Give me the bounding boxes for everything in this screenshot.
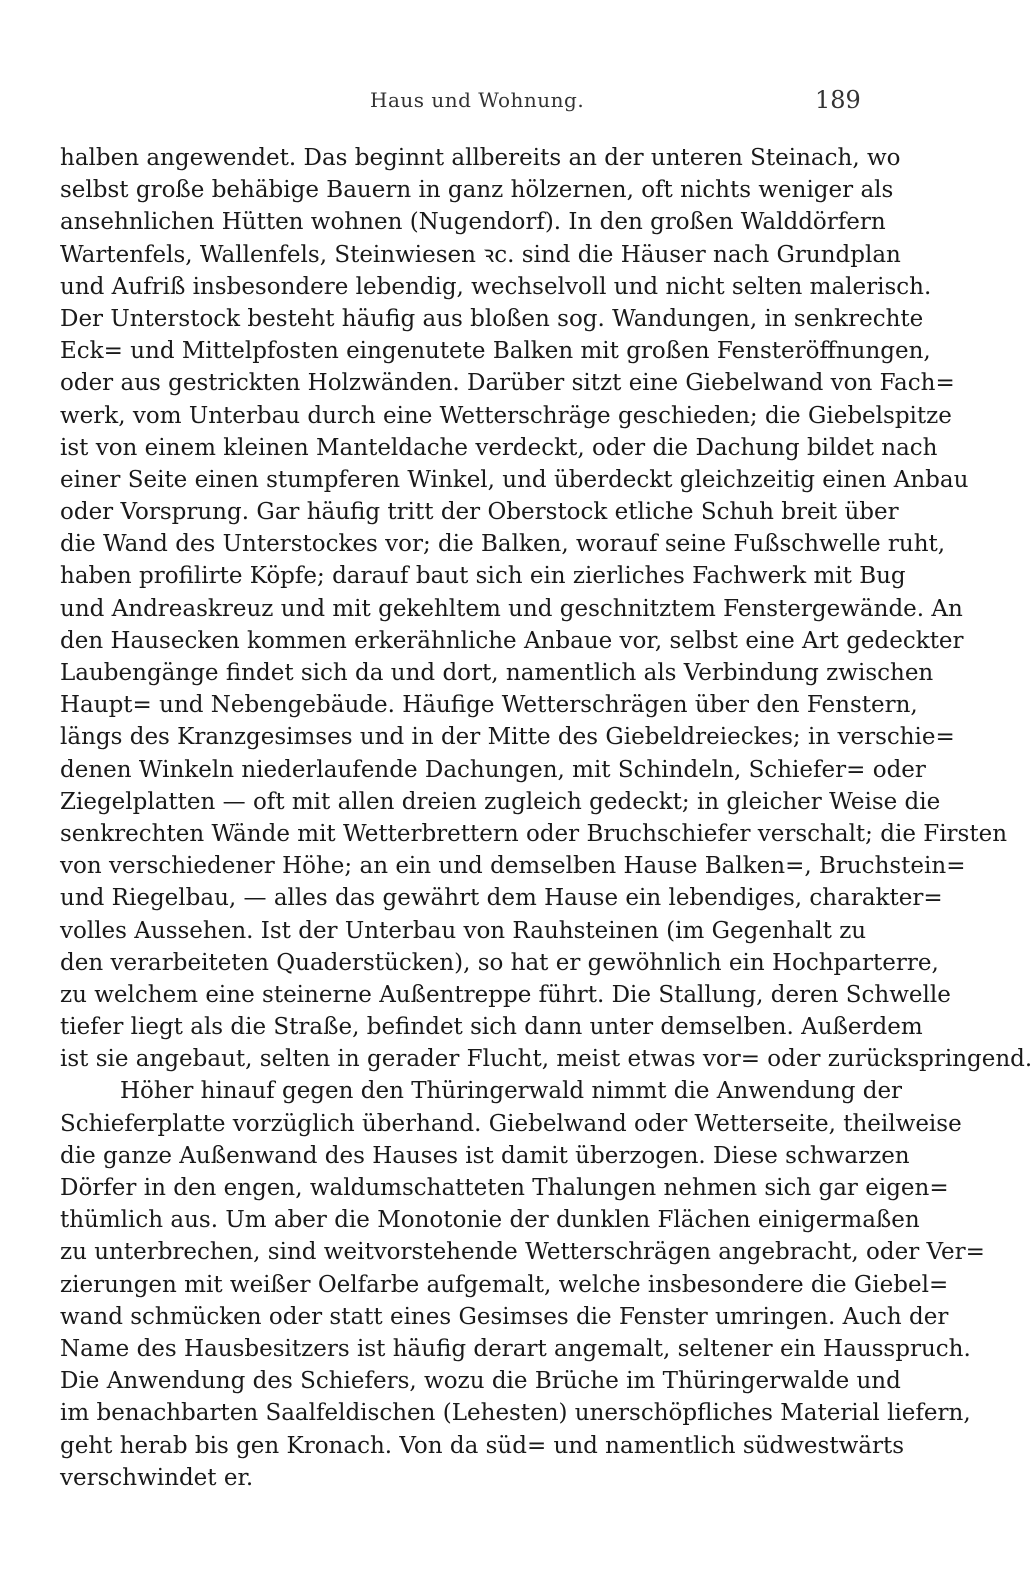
text-line: zu welchem eine steinerne Außentreppe führt. Die Stallung, deren Schwelle (60, 981, 951, 1008)
text-line: Dörfer in den engen, waldumschatteten Thalungen nehmen sich gar eigen= (60, 1175, 949, 1201)
text-line: Der Unterstock besteht häufig aus bloßen sog. Wandungen, in senkrechte (60, 305, 924, 332)
running-head: Haus und Wohnung. (370, 88, 585, 112)
text-line: thümlich aus. Um aber die Monotonie der dunklen Flächen einigermaßen (60, 1207, 920, 1234)
text-line: denen Winkeln niederlaufende Dachungen, mit Schindeln, Schiefer= oder (60, 756, 926, 783)
text-line: und Riegelbau, — alles das gewährt dem Hause ein lebendiges, charakter= (60, 885, 943, 912)
text-line: den verarbeiteten Quaderstücken), so hat er gewöhnlich ein Hochparterre, (60, 949, 939, 976)
body-text (60, 142, 1032, 1494)
text-line: Die Anwendung des Schiefers, wozu die Brüche im Thüringerwalde und (60, 1368, 901, 1395)
text-line: zierungen mit weißer Oelfarbe aufgemalt, welche insbesondere die Giebel= (60, 1271, 949, 1298)
text-line: längs des Kranzgesimses und in der Mitte des Giebeldreieckes; in verschie= (60, 724, 955, 751)
text-line: werk, vom Unterbau durch eine Wetterschräge geschieden; die Giebelspitze (60, 402, 952, 429)
text-line: ist von einem kleinen Manteldache verdeckt, oder die Dachung bildet nach (60, 434, 938, 461)
text-line: ist sie angebaut, selten in gerader Flucht, meist etwas vor= oder zurückspringend. (60, 1046, 1032, 1073)
text-line: volles Aussehen. Ist der Unterbau von Rauhsteinen (im Gegenhalt zu (60, 917, 867, 944)
text-line: Name des Hausbesitzers ist häufig derart angemalt, seltener ein Hausspruch. (60, 1335, 971, 1362)
text-line: Wartenfels, Wallenfels, Steinwiesen ꝛc. sind die Häuser nach Grundplan (60, 241, 901, 268)
text-line: und Andreaskreuz und mit gekehltem und geschnitztem Fenstergewände. An (60, 595, 963, 622)
text-line: senkrechten Wände mit Wetterbrettern oder Bruchschiefer verschalt; die Firsten (60, 820, 1008, 847)
paragraph-first-line: Höher hinauf gegen den Thüringerwald nimmt die Anwendung der (120, 1078, 903, 1105)
text-line: Ziegelplatten — oft mit allen dreien zugleich gedeckt; in gleicher Weise die (60, 788, 941, 815)
text-line: geht herab bis gen Kronach. Von da süd= und namentlich südwestwärts (60, 1432, 905, 1459)
text-line: halben angewendet. Das beginnt allbereits an der unteren Steinach, wo (60, 145, 901, 171)
text-line: verschwindet er. (60, 1464, 254, 1491)
text-line: die ganze Außenwand des Hauses ist damit überzogen. Diese schwarzen (60, 1142, 910, 1169)
text-line: und Aufriß insbesondere lebendig, wechselvoll und nicht selten malerisch. (60, 273, 932, 300)
text-line: oder aus gestrickten Holzwänden. Darüber sitzt eine Giebelwand von Fach= (60, 370, 955, 397)
text-line: haben profilirte Köpfe; darauf baut sich ein zierliches Fachwerk mit Bug (60, 563, 906, 590)
text-line: von verschiedener Höhe; an ein und demselben Hause Balken=, Bruchstein= (60, 853, 966, 880)
text-line: ansehnlichen Hütten wohnen (Nugendorf). In den großen Walddörfern (60, 209, 886, 236)
text-line: tiefer liegt als die Straße, befindet sich dann unter demselben. Außerdem (60, 1014, 923, 1041)
text-line: einer Seite einen stumpferen Winkel, und überdeckt gleichzeitig einen Anbau (60, 466, 969, 493)
text-line: Eck= und Mittelpfosten eingenutete Balken mit großen Fensteröffnungen, (60, 338, 931, 365)
text-line: den Hausecken kommen erkerähnliche Anbaue vor, selbst eine Art gedeckter (60, 627, 964, 654)
text-line: die Wand des Unterstockes vor; die Balken, worauf seine Fußschwelle ruht, (60, 531, 946, 558)
text-line: Laubengänge findet sich da und dort, namentlich als Verbindung zwischen (60, 660, 934, 686)
page-number: 189 (815, 86, 861, 114)
text-line: selbst große behäbige Bauern in ganz hölzernen, oft nichts weniger als (60, 177, 894, 204)
text-line: wand schmücken oder statt eines Gesimses die Fenster umringen. Auch der (60, 1303, 949, 1330)
text-line: oder Vorsprung. Gar häufig tritt der Oberstock etliche Schuh breit über (60, 499, 899, 526)
text-line: zu unterbrechen, sind weitvorstehende Wetterschrägen angebracht, oder Ver= (60, 1239, 985, 1266)
text-line: Schieferplatte vorzüglich überhand. Giebelwand oder Wetterseite, theilweise (60, 1110, 962, 1137)
text-line: im benachbarten Saalfeldischen (Lehesten) unerschöpfliches Material liefern, (60, 1400, 971, 1427)
text-line: Haupt= und Nebengebäude. Häufige Wetterschrägen über den Fenstern, (60, 692, 918, 719)
